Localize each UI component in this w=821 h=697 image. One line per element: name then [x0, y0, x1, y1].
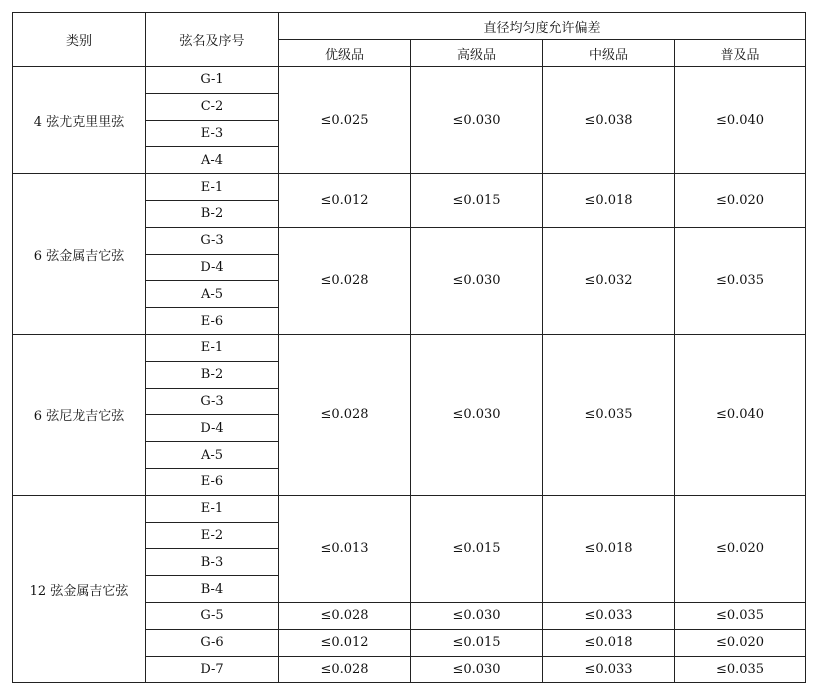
header-string-name: 弦名及序号 — [146, 13, 279, 67]
string-name-cell: E-6 — [146, 468, 279, 495]
table-row — [13, 334, 806, 361]
tolerance-value-cell: ≤0.013 — [279, 495, 411, 602]
header-grade-standard: 普及品 — [675, 40, 806, 67]
table-row — [13, 67, 806, 94]
tolerance-value-cell: ≤0.030 — [411, 227, 543, 334]
string-name-cell: E-1 — [146, 174, 279, 201]
string-name-cell: G-3 — [146, 388, 279, 415]
category-cell: 12 弦金属吉它弦 — [13, 495, 146, 683]
header-grade-premium: 优级品 — [279, 40, 411, 67]
tolerance-value-cell: ≤0.015 — [411, 629, 543, 656]
tolerance-value-cell: ≤0.018 — [543, 629, 675, 656]
category-cell: 4 弦尤克里里弦 — [13, 67, 146, 174]
string-name-cell: E-6 — [146, 308, 279, 335]
tolerance-value-cell: ≤0.035 — [675, 602, 806, 629]
header-grade-medium: 中级品 — [543, 40, 675, 67]
string-name-cell: B-2 — [146, 200, 279, 227]
tolerance-value-cell: ≤0.038 — [543, 67, 675, 174]
string-name-cell: G-1 — [146, 67, 279, 94]
string-name-cell: B-2 — [146, 361, 279, 388]
tolerance-value-cell: ≤0.033 — [543, 602, 675, 629]
tolerance-value-cell: ≤0.032 — [543, 227, 675, 334]
string-name-cell: G-5 — [146, 602, 279, 629]
string-name-cell: B-3 — [146, 549, 279, 576]
tolerance-value-cell: ≤0.020 — [675, 174, 806, 228]
tolerance-value-cell: ≤0.030 — [411, 656, 543, 683]
string-name-cell: A-5 — [146, 442, 279, 469]
string-name-cell: B-4 — [146, 576, 279, 603]
string-name-cell: A-4 — [146, 147, 279, 174]
tolerance-table — [12, 12, 806, 683]
tolerance-value-cell: ≤0.028 — [279, 602, 411, 629]
string-name-cell: E-1 — [146, 334, 279, 361]
string-name-cell: E-2 — [146, 522, 279, 549]
string-name-cell: E-1 — [146, 495, 279, 522]
tolerance-value-cell: ≤0.025 — [279, 67, 411, 174]
tolerance-value-cell: ≤0.030 — [411, 334, 543, 495]
tolerance-value-cell: ≤0.030 — [411, 602, 543, 629]
tolerance-value-cell: ≤0.012 — [279, 629, 411, 656]
tolerance-value-cell: ≤0.030 — [411, 67, 543, 174]
string-name-cell: D-4 — [146, 254, 279, 281]
tolerance-value-cell: ≤0.015 — [411, 495, 543, 602]
tolerance-value-cell: ≤0.035 — [543, 334, 675, 495]
tolerance-value-cell: ≤0.015 — [411, 174, 543, 228]
string-name-cell: A-5 — [146, 281, 279, 308]
tolerance-value-cell: ≤0.040 — [675, 334, 806, 495]
table-header — [13, 13, 806, 67]
tolerance-value-cell: ≤0.012 — [279, 174, 411, 228]
string-name-cell: D-4 — [146, 415, 279, 442]
tolerance-value-cell: ≤0.020 — [675, 629, 806, 656]
tolerance-value-cell: ≤0.035 — [675, 227, 806, 334]
tolerance-value-cell: ≤0.028 — [279, 227, 411, 334]
tolerance-value-cell: ≤0.018 — [543, 174, 675, 228]
header-grade-high: 高级品 — [411, 40, 543, 67]
string-name-cell: E-3 — [146, 120, 279, 147]
string-name-cell: G-6 — [146, 629, 279, 656]
tolerance-value-cell: ≤0.028 — [279, 334, 411, 495]
string-name-cell: G-3 — [146, 227, 279, 254]
category-cell: 6 弦尼龙吉它弦 — [13, 334, 146, 495]
category-cell: 6 弦金属吉它弦 — [13, 174, 146, 335]
string-name-cell: C-2 — [146, 93, 279, 120]
tolerance-value-cell: ≤0.028 — [279, 656, 411, 683]
tolerance-value-cell: ≤0.035 — [675, 656, 806, 683]
table-body — [13, 67, 806, 683]
tolerance-value-cell: ≤0.018 — [543, 495, 675, 602]
tolerance-value-cell: ≤0.033 — [543, 656, 675, 683]
tolerance-value-cell: ≤0.020 — [675, 495, 806, 602]
tolerance-value-cell: ≤0.040 — [675, 67, 806, 174]
header-tolerance-group: 直径均匀度允许偏差 — [279, 13, 806, 40]
table-row — [13, 174, 806, 201]
header-category: 类别 — [13, 13, 146, 67]
table-row — [13, 495, 806, 522]
string-name-cell: D-7 — [146, 656, 279, 683]
